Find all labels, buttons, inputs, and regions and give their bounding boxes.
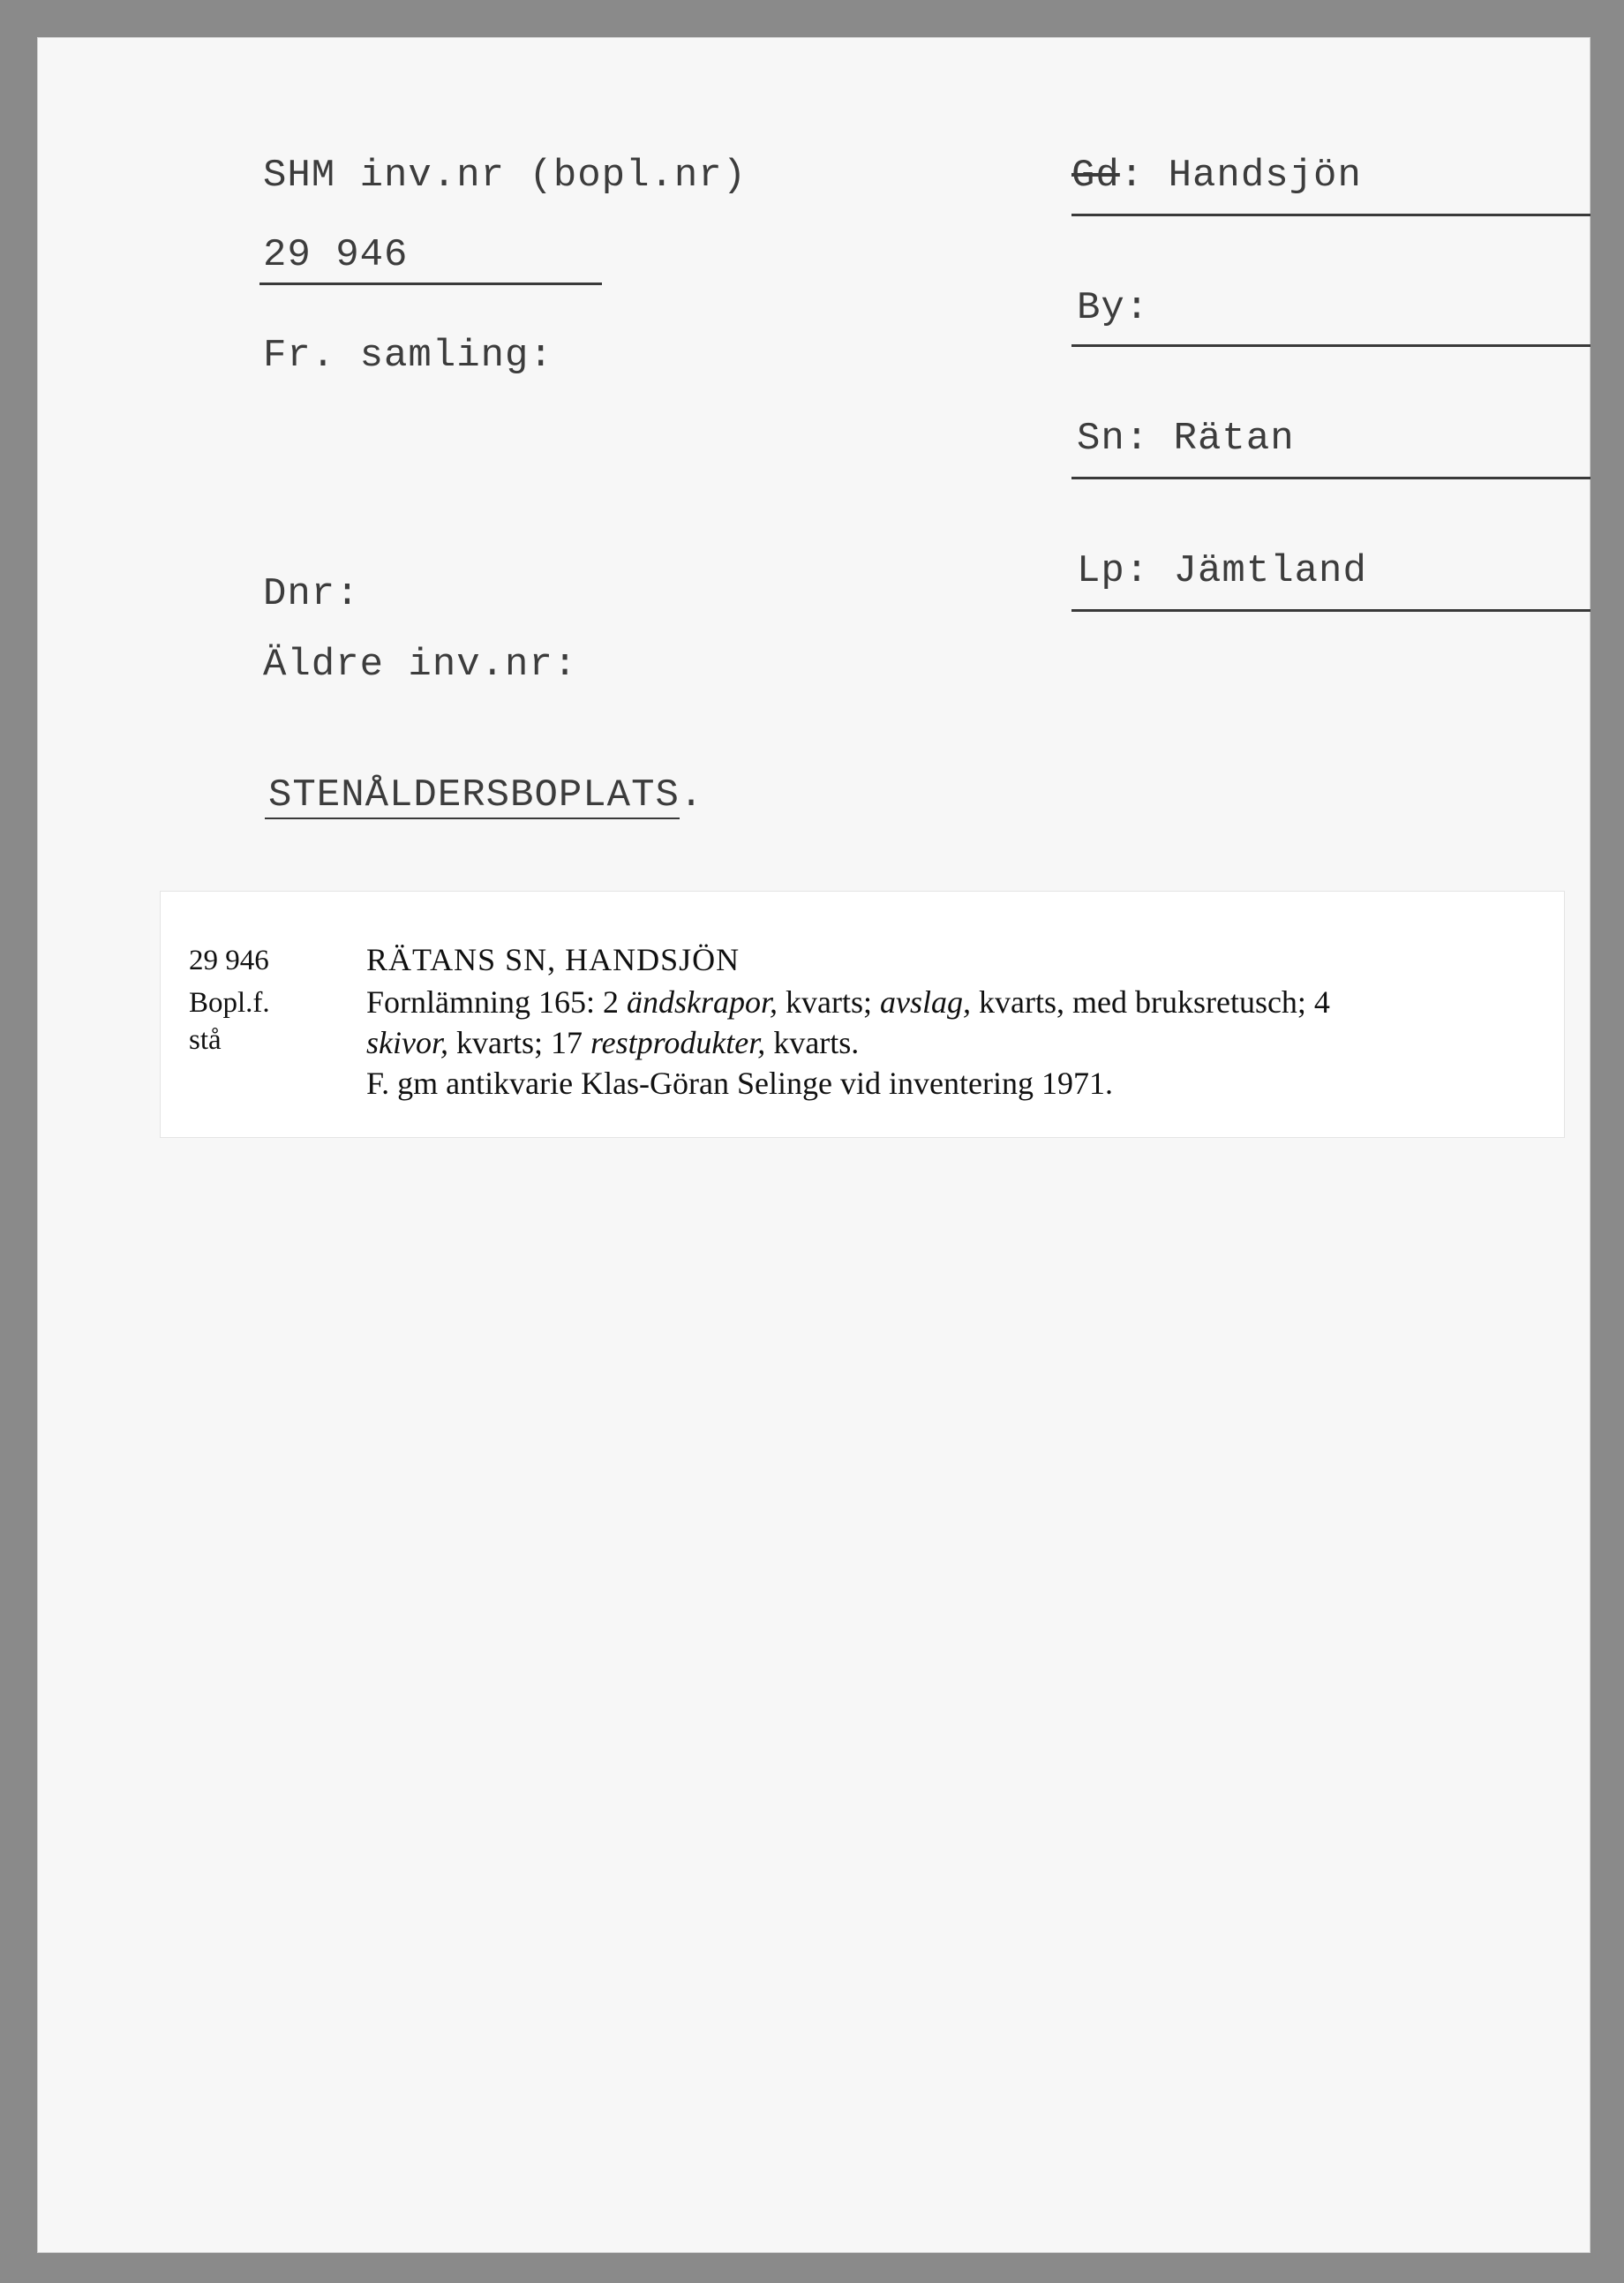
entry-line-2-part-c: restprodukter, (590, 1025, 766, 1060)
by-underline (1071, 344, 1590, 347)
entry-line-1-part-e: kvarts, med bruksretusch; 4 (971, 984, 1330, 1020)
entry-line-1 (366, 983, 1330, 1021)
entry-line-2-part-d: kvarts. (765, 1025, 860, 1060)
gd-value: : Handsjön (1119, 154, 1362, 198)
fr-samling-label: Fr. samling: (263, 334, 553, 378)
entry-placement: stå (189, 1024, 222, 1056)
gd-struck-label: Gd (1071, 154, 1120, 198)
inv-number: 29 946 (263, 233, 409, 277)
dnr-label: Dnr: (263, 572, 360, 616)
by-label: By: (1077, 286, 1150, 330)
entry-line-2-part-b: kvarts; 17 (448, 1025, 590, 1060)
catalog-card (37, 37, 1590, 2253)
entry-number: 29 946 (189, 945, 269, 976)
sn-underline (1071, 477, 1590, 479)
aldre-inv-label: Äldre inv.nr: (263, 643, 578, 687)
gd-underline (1071, 214, 1590, 216)
entry-line-2 (366, 1024, 859, 1061)
entry-line-2-part-a: skivor, (366, 1025, 448, 1060)
gd-field (1071, 154, 1362, 198)
entry-line-1-part-c: kvarts; (778, 984, 881, 1020)
entry-line-1-part-a: Fornlämning 165: 2 (366, 984, 627, 1020)
entry-line-1-part-d: avslag, (880, 984, 972, 1020)
entry-line-1-part-b: ändskrapor, (627, 984, 778, 1020)
pasted-catalog-entry (161, 892, 1564, 1137)
entry-type: Bopl.f. (189, 987, 270, 1019)
entry-heading: RÄTANS SN, HANDSJÖN (366, 942, 741, 977)
lp-underline (1071, 609, 1590, 612)
category-underline (265, 818, 680, 819)
lp-label: Lp: Jämtland (1077, 549, 1367, 593)
inv-label: SHM inv.nr (bopl.nr) (263, 154, 748, 198)
category-heading: STENÅLDERSBOPLATS. (268, 773, 704, 818)
entry-line-3: F. gm antikvarie Klas-Göran Selinge vid inventering 1971. (366, 1066, 1113, 1101)
sn-label: Sn: Rätan (1077, 417, 1295, 461)
inv-number-underline (259, 283, 602, 285)
